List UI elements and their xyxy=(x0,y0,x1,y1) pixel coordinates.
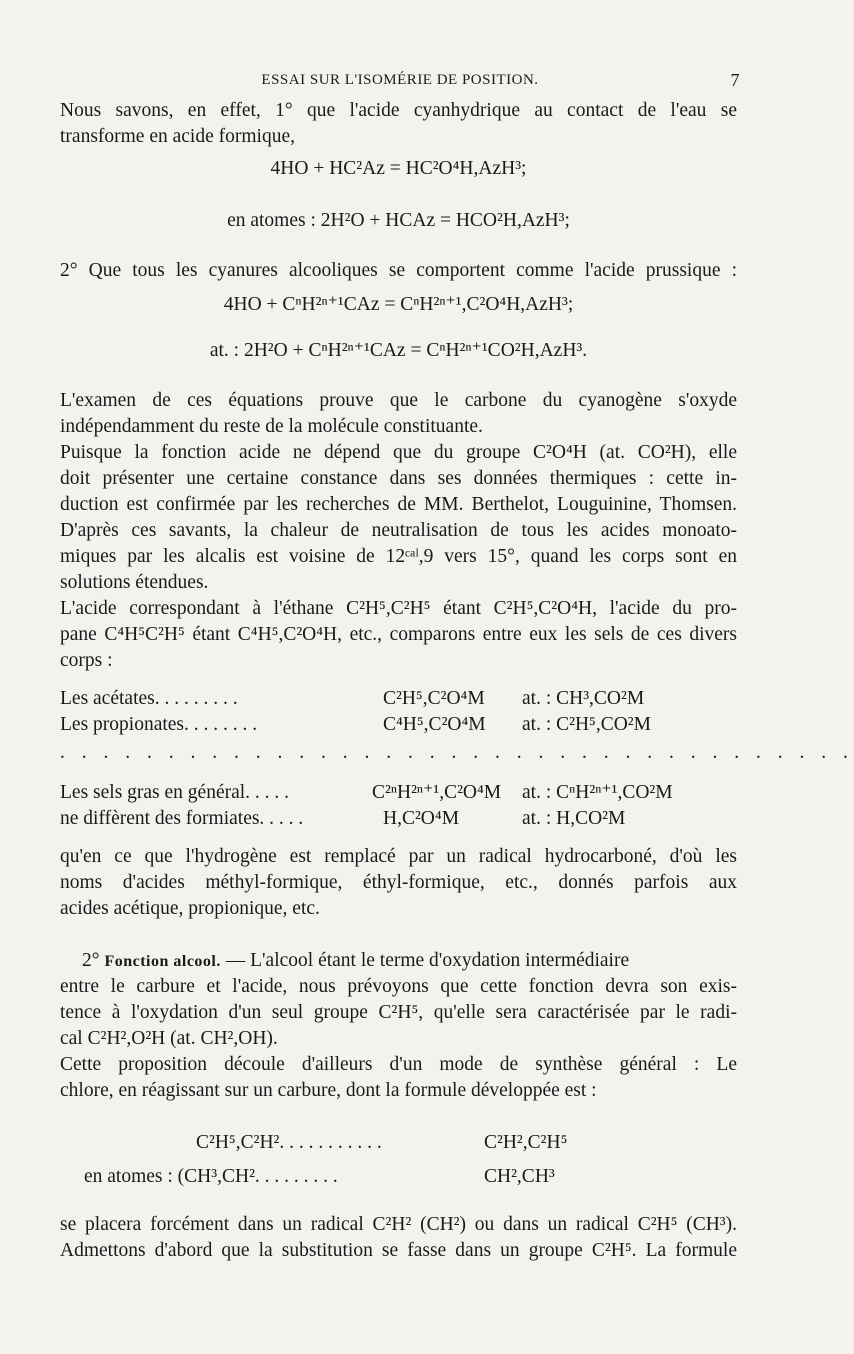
text-line: noms d'acides méthyl-formique, éthyl-formique, etc., donnés parfois aux xyxy=(60,872,737,893)
equation: en atomes : 2H²O + HCAz = HCO²H,AzH³; xyxy=(227,210,570,231)
equation: at. : 2H²O + CⁿH²ⁿ⁺¹CAz = CⁿH²ⁿ⁺¹CO²H,AzH³. xyxy=(209,340,588,361)
text-line: transforme en acide formique, xyxy=(60,126,295,147)
formula-left: en atomes : (CH³,CH². . . . . . . . . xyxy=(84,1166,338,1187)
text-line: acides acétique, propionique, etc. xyxy=(60,898,320,919)
table-row-formula: H,C²O⁴M xyxy=(383,808,460,829)
running-header xyxy=(60,72,740,98)
text-line: solutions étendues. xyxy=(60,572,209,593)
text-line: Cette proposition découle d'ailleurs d'un mode de synthèse général : Le xyxy=(60,1054,737,1075)
page-number: 7 xyxy=(730,70,740,90)
text-line: pane C⁴H⁵C²H⁵ étant C⁴H⁵,C²O⁴H, etc., comparons entre eux les sels de ces divers xyxy=(60,624,737,645)
table-row-label: Les sels gras en général. . . . . xyxy=(60,782,290,803)
equation: 4HO + HC²Az = HC²O⁴H,AzH³; xyxy=(270,158,527,179)
section-number: 2° xyxy=(82,950,100,971)
text-line: corps : xyxy=(60,650,113,671)
table-row-atoms: at. : H,CO²M xyxy=(522,808,626,829)
text-line: D'après ces savants, la chaleur de neutralisation de tous les acides monoato- xyxy=(60,520,737,541)
text-line: L'examen de ces équations prouve que le carbone du cyanogène s'oxyde xyxy=(60,390,737,411)
table-row-label: Les propionates. . . . . . . . xyxy=(60,714,258,735)
equation: 4HO + CⁿH²ⁿ⁺¹CAz = CⁿH²ⁿ⁺¹,C²O⁴H,AzH³; xyxy=(223,294,574,315)
table-row-atoms: at. : CH³,CO²M xyxy=(522,688,645,709)
text-line: — L'alcool étant le terme d'oxydation intermédiaire xyxy=(225,950,630,971)
text-line: Puisque la fonction acide ne dépend que du groupe C²O⁴H (at. CO²H), elle xyxy=(60,442,737,463)
text-line: se placera forcément dans un radical C²H² (CH²) ou dans un radical C²H⁵ (CH³). xyxy=(60,1214,737,1235)
table-row-atoms: at. : C²H⁵,CO²M xyxy=(522,714,651,735)
table-row-formula: C²ⁿH²ⁿ⁺¹,C²O⁴M xyxy=(372,782,502,803)
formula-right: CH²,CH³ xyxy=(484,1166,555,1187)
table-row-label: Les acétates. . . . . . . . . xyxy=(60,688,238,709)
table-row-atoms: at. : CⁿH²ⁿ⁺¹,CO²M xyxy=(522,782,673,803)
text-line: doit présenter une certaine constance dans ses données thermiques : cette in- xyxy=(60,468,737,489)
section-heading-line xyxy=(82,948,737,975)
text-line: chlore, en réagissant sur un carbure, dont la formule développée est : xyxy=(60,1080,597,1101)
text-line: Admettons d'abord que la substitution se fasse dans un groupe C²H⁵. La formule xyxy=(60,1240,737,1261)
section-heading: Fonction alcool. xyxy=(104,953,221,970)
text-line: 2° Que tous les cyanures alcooliques se comportent comme l'acide prussique : xyxy=(60,260,737,281)
text-line: Nous savons, en effet, 1° que l'acide cyanhydrique au contact de l'eau se xyxy=(60,100,737,121)
text-line: L'acide correspondant à l'éthane C²H⁵,C²H⁵ étant C²H⁵,C²O⁴H, l'acide du pro- xyxy=(60,598,737,619)
formula-left: C²H⁵,C²H². . . . . . . . . . . xyxy=(196,1132,382,1153)
text-line: indépendamment du reste de la molécule constituante. xyxy=(60,416,483,437)
text-line: qu'en ce que l'hydrogène est remplacé par un radical hydrocarboné, d'où les xyxy=(60,846,737,867)
running-title: ESSAI SUR L'ISOMÉRIE DE POSITION. xyxy=(261,72,539,88)
formula-right: C²H²,C²H⁵ xyxy=(484,1132,568,1153)
text-line: tence à l'oxydation d'un seul groupe C²H⁵, qu'elle sera caractérisée par le radi- xyxy=(60,1002,737,1023)
text-line: entre le carbure et l'acide, nous prévoyons que cette fonction devra son exis- xyxy=(60,976,737,997)
text-line: duction est confirmée par les recherches de MM. Berthelot, Louguinine, Thomsen. xyxy=(60,494,737,515)
dotted-leader-row: . . . . . . . . . . . . . . . . . . . . . . . . . . . . . . . . . . . . . xyxy=(60,742,854,763)
table-row-label: ne diffèrent des formiates. . . . . xyxy=(60,808,304,829)
table-row-formula: C⁴H⁵,C²O⁴M xyxy=(383,714,486,735)
text-line: miques par les alcalis est voisine de 12ᶜᵃˡ,9 vers 15°, quand les corps sont en xyxy=(60,546,737,567)
text-line: cal C²H²,O²H (at. CH²,OH). xyxy=(60,1028,278,1049)
table-row-formula: C²H⁵,C²O⁴M xyxy=(383,688,485,709)
